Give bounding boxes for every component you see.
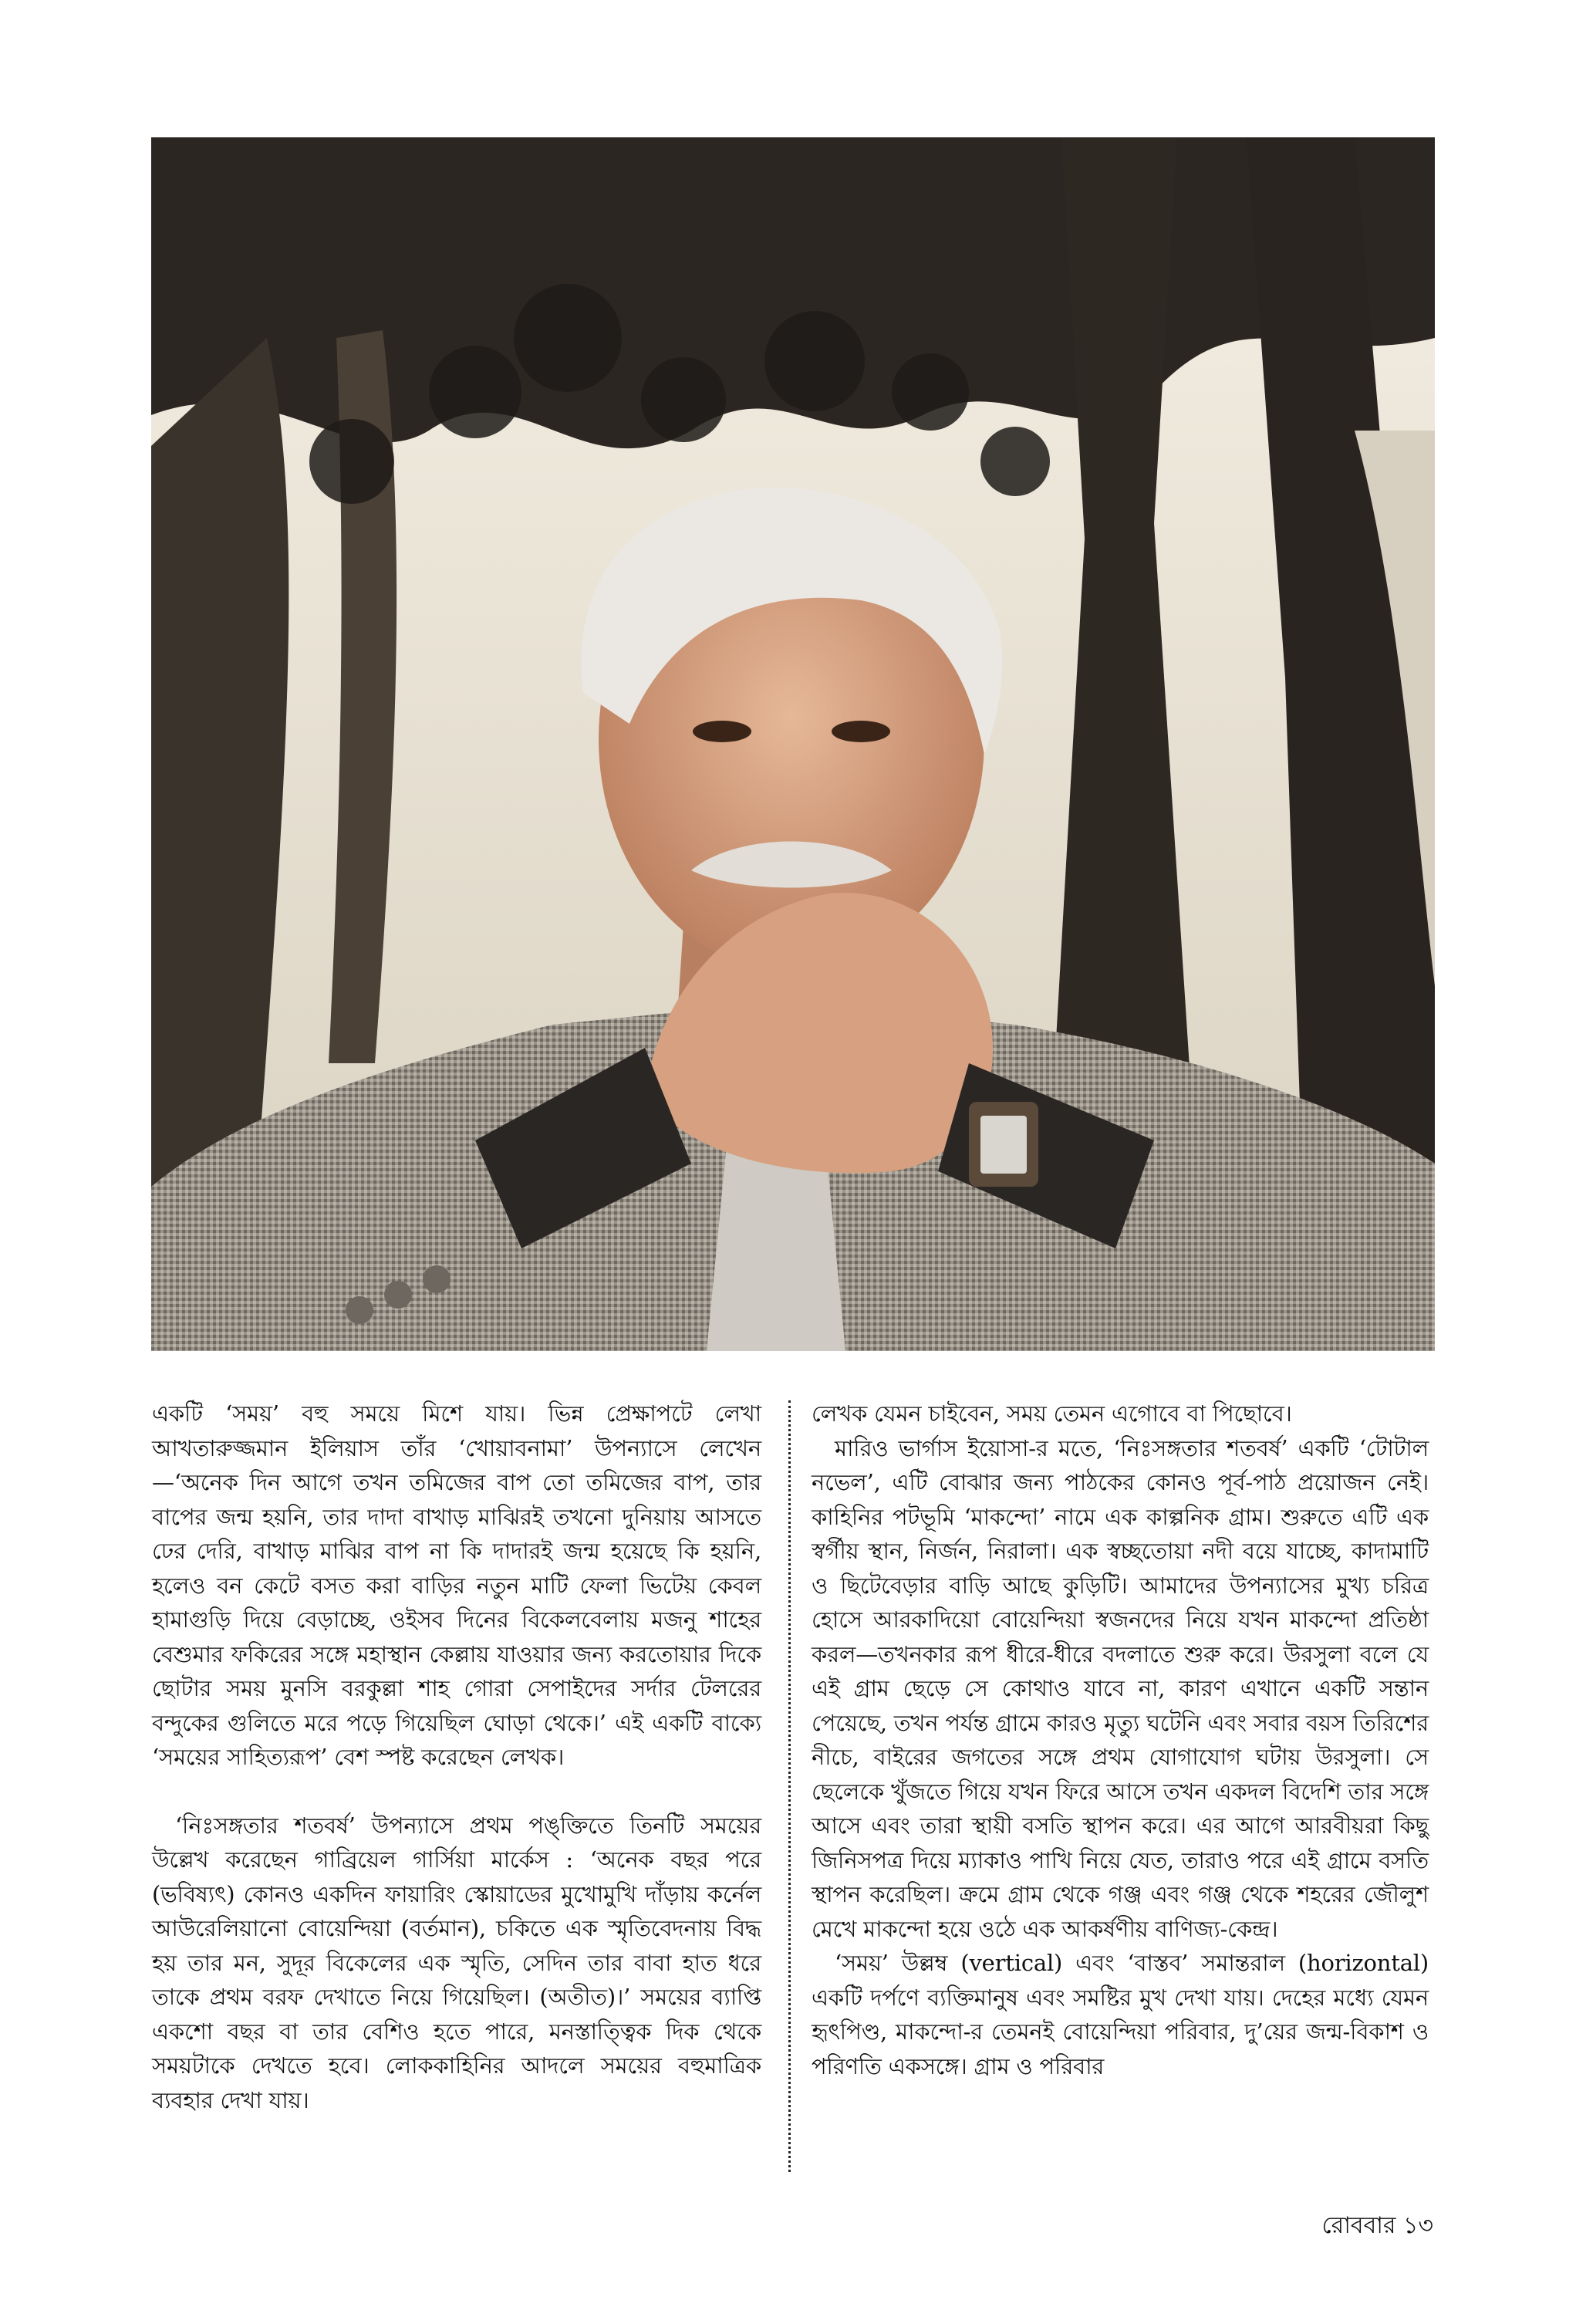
article-column-left bbox=[152, 1397, 761, 2117]
paragraph: লেখক যেমন চাইবেন, সময় তেমন এগোবে বা পিছোবে। bbox=[812, 1400, 1292, 1427]
paragraph: একটি ‘সময়’ বহু সময়ে মিশে যায়। ভিন্ন প্রেক্ষাপটে লেখা আখতারুজ্জমান ইলিয়াস তাঁর ‘খোয়াবনামা’ উপন্যাসে লেখেন—‘অনেক দিন আগে তখন তমিজের বাপ তো তমিজের বাপ, তার বাপের জন্ম হয়নি, তার দাদা বাখাড় মাঝিরই তখনো দুনিয়ায় আসতে ঢের দেরি, বাখাড় মাঝির বাপ না কি দাদারই জন্ম হয়েছে কি হয়নি, হলেও বন কেটে বসত করা বাড়ির নতুন মাটি ফেলা ভিটেয় কেবল হামাগুড়ি দিয়ে বেড়াচ্ছে, ওইসব দিনের বিকেলবেলায় মজনু শাহের বেশুমার ফকিরের সঙ্গে মহাস্থান কেল্লায় যাওয়ার জন্য করতোয়ার দিকে ছোটার সময় মুনসি বরকুল্লা শাহ গোরা সেপাইদের সর্দার টেলরের বন্দুকের গুলিতে মরে পড়ে গিয়েছিল ঘোড়া থেকে।’ এই একটি বাক্যে ‘সময়ের সাহিত্যরূপ’ বেশ স্পষ্ট করেছেন লেখক। bbox=[152, 1400, 761, 1770]
paragraph: ‘সময়’ উল্লম্ব (vertical) এবং ‘বাস্তব’ সমান্তরাল (horizontal) একটি দর্পণে ব্যক্তিমানুষ এবং সমষ্টির মুখ দেখা যায়। দেহের মধ্যে যেমন হৃৎপিণ্ড, মাকন্দো-র তেমনই বোয়েন্দিয়া পরিবার, দু’য়ের জন্ম-বিকাশ ও পরিণতি একসঙ্গে। গ্রাম ও পরিবার bbox=[812, 1950, 1429, 2079]
page-number: রোববার ১৩ bbox=[1321, 2212, 1433, 2239]
paragraph: ‘নিঃসঙ্গতার শতবর্ষ’ উপন্যাসে প্রথম পঙ্‌ক্তিতে তিনটি সময়ের উল্লেখ করেছেন গাব্রিয়েল গার্সিয়া মার্কেস : ‘অনেক বছর পরে (ভবিষ্যৎ) কোনও একদিন ফায়ারিং স্কোয়াডের মুখোমুখি দাঁড়ায় কর্নেল আউরেলিয়ানো বোয়েন্দিয়া (বর্তমান), চকিতে এক স্মৃতিবেদনায় বিদ্ধ হয় তার মন, সুদূর বিকেলের এক স্মৃতি, সেদিন তার বাবা হাত ধরে তাকে প্রথম বরফ দেখাতে নিয়ে গিয়েছিল। (অতীত)।’ সময়ের ব্যাপ্তি একশো বছর বা তার বেশিও হতে পারে, মনস্তাত্ত্বিক দিক থেকে সময়টাকে দেখতে হবে। লোককাহিনির আদলে সময়ের বহুমাত্রিক ব্যবহার দেখা যায়। bbox=[152, 1812, 761, 2113]
column-divider bbox=[788, 1400, 791, 2172]
portrait-photo-icon bbox=[151, 137, 1435, 1351]
author-photo bbox=[151, 137, 1435, 1351]
article-column-right bbox=[812, 1397, 1429, 2083]
paragraph: মারিও ভার্গাস ইয়োসা-র মতে, ‘নিঃসঙ্গতার শতবর্ষ’ একটি ‘টোটাল নভেল’, এটি বোঝার জন্য পাঠকের কোনও পূর্ব-পাঠ প্রয়োজন নেই। কাহিনির পটভূমি ‘মাকন্দো’ নামে এক কাল্পনিক গ্রাম। শুরুতে এটি এক স্বর্গীয় স্থান, নির্জন, নিরালা। এক স্বচ্ছতোয়া নদী বয়ে যাচ্ছে, কাদামাটি ও ছিটেবেড়ার বাড়ি আছে কুড়িটি। আমাদের উপন্যাসের মুখ্য চরিত্র হোসে আরকাদিয়ো বোয়েন্দিয়া স্বজনদের নিয়ে যখন মাকন্দো প্রতিষ্ঠা করল—তখনকার রূপ ধীরে-ধীরে বদলাতে শুরু করে। উরসুলা বলে যে এই গ্রাম ছেড়ে সে কোথাও যাবে না, কারণ এখানে একটি সন্তান পেয়েছে, তখন পর্যন্ত গ্রামে কারও মৃত্যু ঘটেনি এবং সবার বয়স তিরিশের নীচে, বাইরের জগতের সঙ্গে প্রথম যোগাযোগ ঘটায় উরসুলা। সে ছেলেকে খুঁজতে গিয়ে যখন ফিরে আসে তখন একদল বিদেশি তার সঙ্গে আসে এবং তারা স্থায়ী বসতি স্থাপন করে। এর আগে আরবীয়রা কিছু জিনিসপত্র দিয়ে ম্যাকাও পাখি নিয়ে যেত, তারাও পরে এই গ্রামে বসতি স্থাপন করেছিল। ক্রমে গ্রাম থেকে গঞ্জ এবং গঞ্জ থেকে শহরের জৌলুশ মেখে মাকন্দো হয়ে ওঠে এক আকর্ষণীয় বাণিজ্য-কেন্দ্র। bbox=[812, 1434, 1429, 1942]
